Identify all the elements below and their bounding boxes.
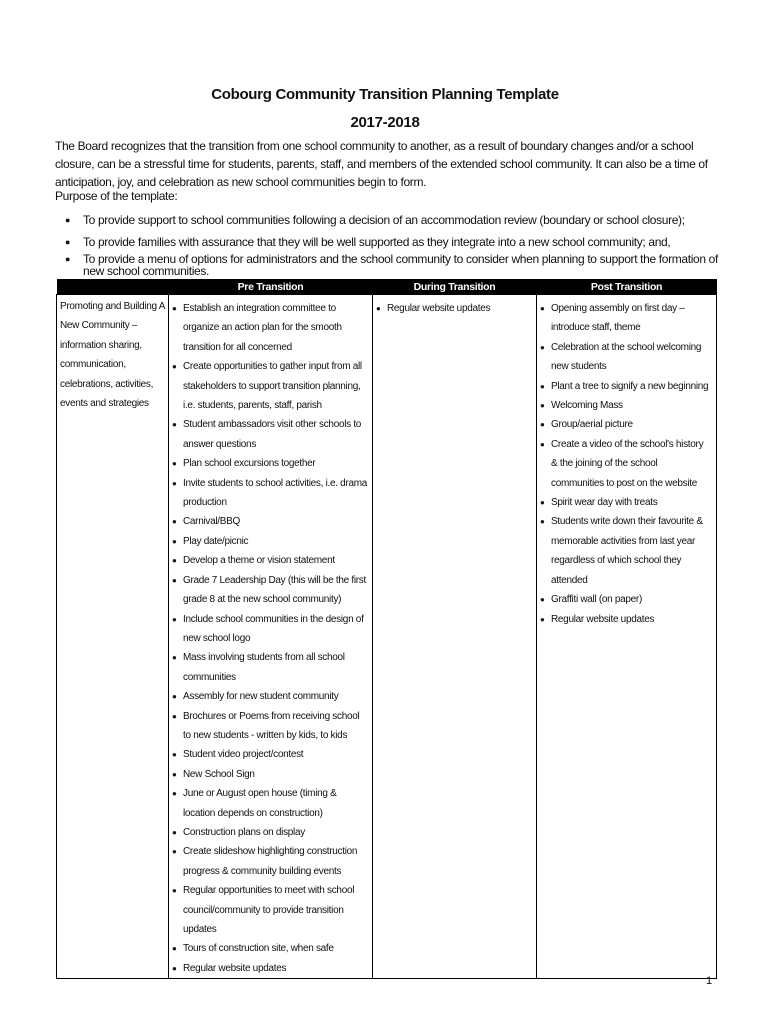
bullet-icon: ●: [540, 595, 545, 605]
list-item: [537, 435, 712, 493]
list-item: [169, 959, 368, 978]
list-item: [537, 299, 712, 338]
bullet-icon: ●: [65, 254, 71, 264]
category-cell: [57, 295, 169, 979]
list-item-text: Create a video of the school's history & the joining of the school communities to post on the website: [551, 438, 704, 489]
list-item: [537, 493, 712, 512]
purpose-item-text: To provide a menu of options for administrators and the school community to consider when planning to support the formation of new school communities.: [83, 252, 718, 278]
bullet-icon: ●: [172, 556, 177, 566]
bullet-icon: ●: [540, 342, 545, 352]
list-item-text: Plant a tree to signify a new beginning: [551, 380, 709, 392]
list-item-text: Student video project/contest: [183, 749, 304, 761]
list-item-text: Mass involving students from all school communities: [183, 652, 345, 683]
list-item-text: Regular website updates: [551, 613, 655, 625]
post-transition-list: [537, 295, 716, 629]
document-year: 2017-2018: [350, 114, 420, 131]
bullet-icon: ●: [540, 381, 545, 391]
bullet-icon: ●: [540, 439, 545, 449]
bullet-icon: ●: [172, 304, 177, 313]
pre-transition-list: [169, 295, 372, 978]
list-item-text: June or August open house (timing & location depends on construction): [183, 788, 337, 819]
list-item: [169, 687, 368, 706]
bullet-icon: ●: [172, 944, 177, 954]
list-item: [537, 377, 712, 396]
list-item-text: Student ambassadors visit other schools to answer questions: [183, 419, 362, 450]
purpose-item: [55, 252, 720, 278]
purpose-item-text: To provide families with assurance that they will be well supported as they integrate into a new school community; and,: [83, 235, 671, 249]
list-item: [169, 707, 368, 746]
page-number: 1: [706, 975, 713, 987]
bullet-icon: ●: [172, 362, 177, 372]
list-item-text: Welcoming Mass: [551, 400, 623, 412]
bullet-icon: ●: [540, 401, 545, 411]
list-item: [169, 571, 368, 610]
bullet-icon: ●: [172, 789, 177, 799]
bullet-icon: ●: [172, 517, 177, 527]
bullet-icon: ●: [172, 614, 177, 624]
list-item: [169, 784, 368, 823]
table-row: [57, 295, 717, 979]
list-item-text: Brochures or Poems from receiving school to new students - written by kids, to kids: [183, 710, 360, 741]
bullet-icon: ●: [172, 963, 177, 973]
list-item: [373, 299, 532, 318]
list-item-text: Plan school excursions together: [183, 458, 316, 470]
bullet-icon: ●: [172, 692, 177, 702]
list-item: [169, 648, 368, 687]
bullet-icon: ●: [172, 827, 177, 837]
bullet-icon: ●: [540, 498, 545, 508]
list-item-text: Students write down their favourite & memorable activities from last year regardless of which school they attended: [551, 516, 703, 586]
bullet-icon: ●: [172, 847, 177, 857]
list-item: [169, 299, 368, 357]
bullet-icon: ●: [65, 215, 71, 225]
bullet-icon: ●: [540, 304, 545, 313]
list-item: [537, 610, 712, 629]
post-transition-cell: [537, 295, 717, 979]
list-item: [169, 415, 368, 454]
list-item-text: Construction plans on display: [183, 826, 305, 838]
list-item: [537, 590, 712, 609]
purpose-item: [55, 231, 720, 253]
list-item: [169, 765, 368, 784]
bullet-icon: ●: [540, 420, 545, 430]
bullet-icon: ●: [172, 575, 177, 585]
during-transition-list: [373, 295, 536, 318]
bullet-icon: ●: [172, 750, 177, 760]
list-item-text: Establish an integration committee to organize an action plan for the smooth transition for all concerned: [183, 303, 342, 353]
intro-paragraph: The Board recognizes that the transition from one school community to another, as a result of boundary changes and/or a school closure, can be a stressful time for students, parents, staff, and members of the extended school community. It can also be a time of anticipation, joy, and celebration as new school communities begin to form.: [55, 139, 708, 189]
bullet-icon: ●: [172, 886, 177, 896]
list-item-text: Spirit wear day with treats: [551, 497, 658, 509]
bullet-icon: ●: [172, 653, 177, 663]
transition-plan-table: [56, 279, 717, 979]
list-item-text: Regular opportunities to meet with school council/community to provide transition updates: [183, 885, 355, 935]
list-item: [169, 357, 368, 415]
list-item: [537, 415, 712, 434]
list-item-text: Invite students to school activities, i.e. drama production: [183, 477, 368, 509]
list-item-text: Play date/picnic: [183, 535, 249, 547]
during-transition-cell: [373, 295, 537, 979]
header-post-transition: Post Transition: [537, 279, 717, 295]
header-category: [57, 279, 169, 295]
list-item: [169, 939, 368, 958]
document-title: Cobourg Community Transition Planning Template: [211, 86, 559, 103]
list-item: [169, 512, 368, 531]
list-item-text: Celebration at the school welcoming new students: [551, 341, 702, 373]
bullet-icon: ●: [540, 517, 545, 527]
bullet-icon: ●: [172, 769, 177, 779]
bullet-icon: ●: [172, 420, 177, 430]
list-item-text: Regular website updates: [387, 303, 491, 314]
list-item-text: Carnival/BBQ: [183, 516, 240, 528]
table-header-row: [57, 279, 717, 295]
list-item-text: Create opportunities to gather input from all stakeholders to support transition planning, i.e. students, parents, staff, parish: [183, 361, 362, 412]
list-item-text: New School Sign: [183, 768, 255, 780]
bullet-icon: ●: [172, 536, 177, 546]
list-item: [537, 338, 712, 377]
list-item: [169, 881, 368, 939]
list-item: [537, 512, 712, 590]
list-item-text: Develop a theme or vision statement: [183, 555, 335, 567]
list-item: [169, 454, 368, 473]
bullet-icon: ●: [172, 478, 177, 488]
header-pre-transition: Pre Transition: [169, 279, 373, 295]
purpose-heading: Purpose of the template:: [55, 189, 178, 203]
list-item: [169, 474, 368, 513]
list-item-text: Graffiti wall (on paper): [551, 594, 642, 606]
bullet-icon: ●: [65, 237, 71, 247]
list-item: [169, 823, 368, 842]
header-during-transition: During Transition: [373, 279, 537, 295]
list-item: [169, 551, 368, 570]
list-item-text: Include school communities in the design of new school logo: [183, 613, 364, 644]
list-item: [537, 396, 712, 415]
purpose-list: [55, 209, 720, 278]
list-item-text: Create slideshow highlighting construction progress & community building events: [183, 846, 358, 877]
purpose-item: [55, 209, 720, 231]
category-label: Promoting and Building A New Community – information sharing, communication, celebrations, activities, events and strategies: [60, 301, 165, 410]
list-item-text: Group/aerial picture: [551, 419, 633, 431]
list-item-text: Regular website updates: [183, 962, 287, 974]
list-item: [169, 532, 368, 551]
bullet-icon: ●: [172, 459, 177, 469]
list-item-text: Grade 7 Leadership Day (this will be the first grade 8 at the new school community): [183, 574, 366, 606]
list-item: [169, 745, 368, 764]
bullet-icon: ●: [540, 614, 545, 624]
list-item-text: Opening assembly on first day – introduce staff, theme: [551, 303, 685, 334]
list-item-text: Tours of construction site, when safe: [183, 943, 334, 955]
list-item: [169, 842, 368, 881]
bullet-icon: ●: [172, 711, 177, 721]
list-item: [169, 610, 368, 649]
list-item-text: Assembly for new student community: [183, 691, 339, 703]
pre-transition-cell: [169, 295, 373, 979]
purpose-item-text: To provide support to school communities following a decision of an accommodation review (boundary or school closure);: [83, 213, 685, 227]
bullet-icon: ●: [376, 304, 381, 313]
